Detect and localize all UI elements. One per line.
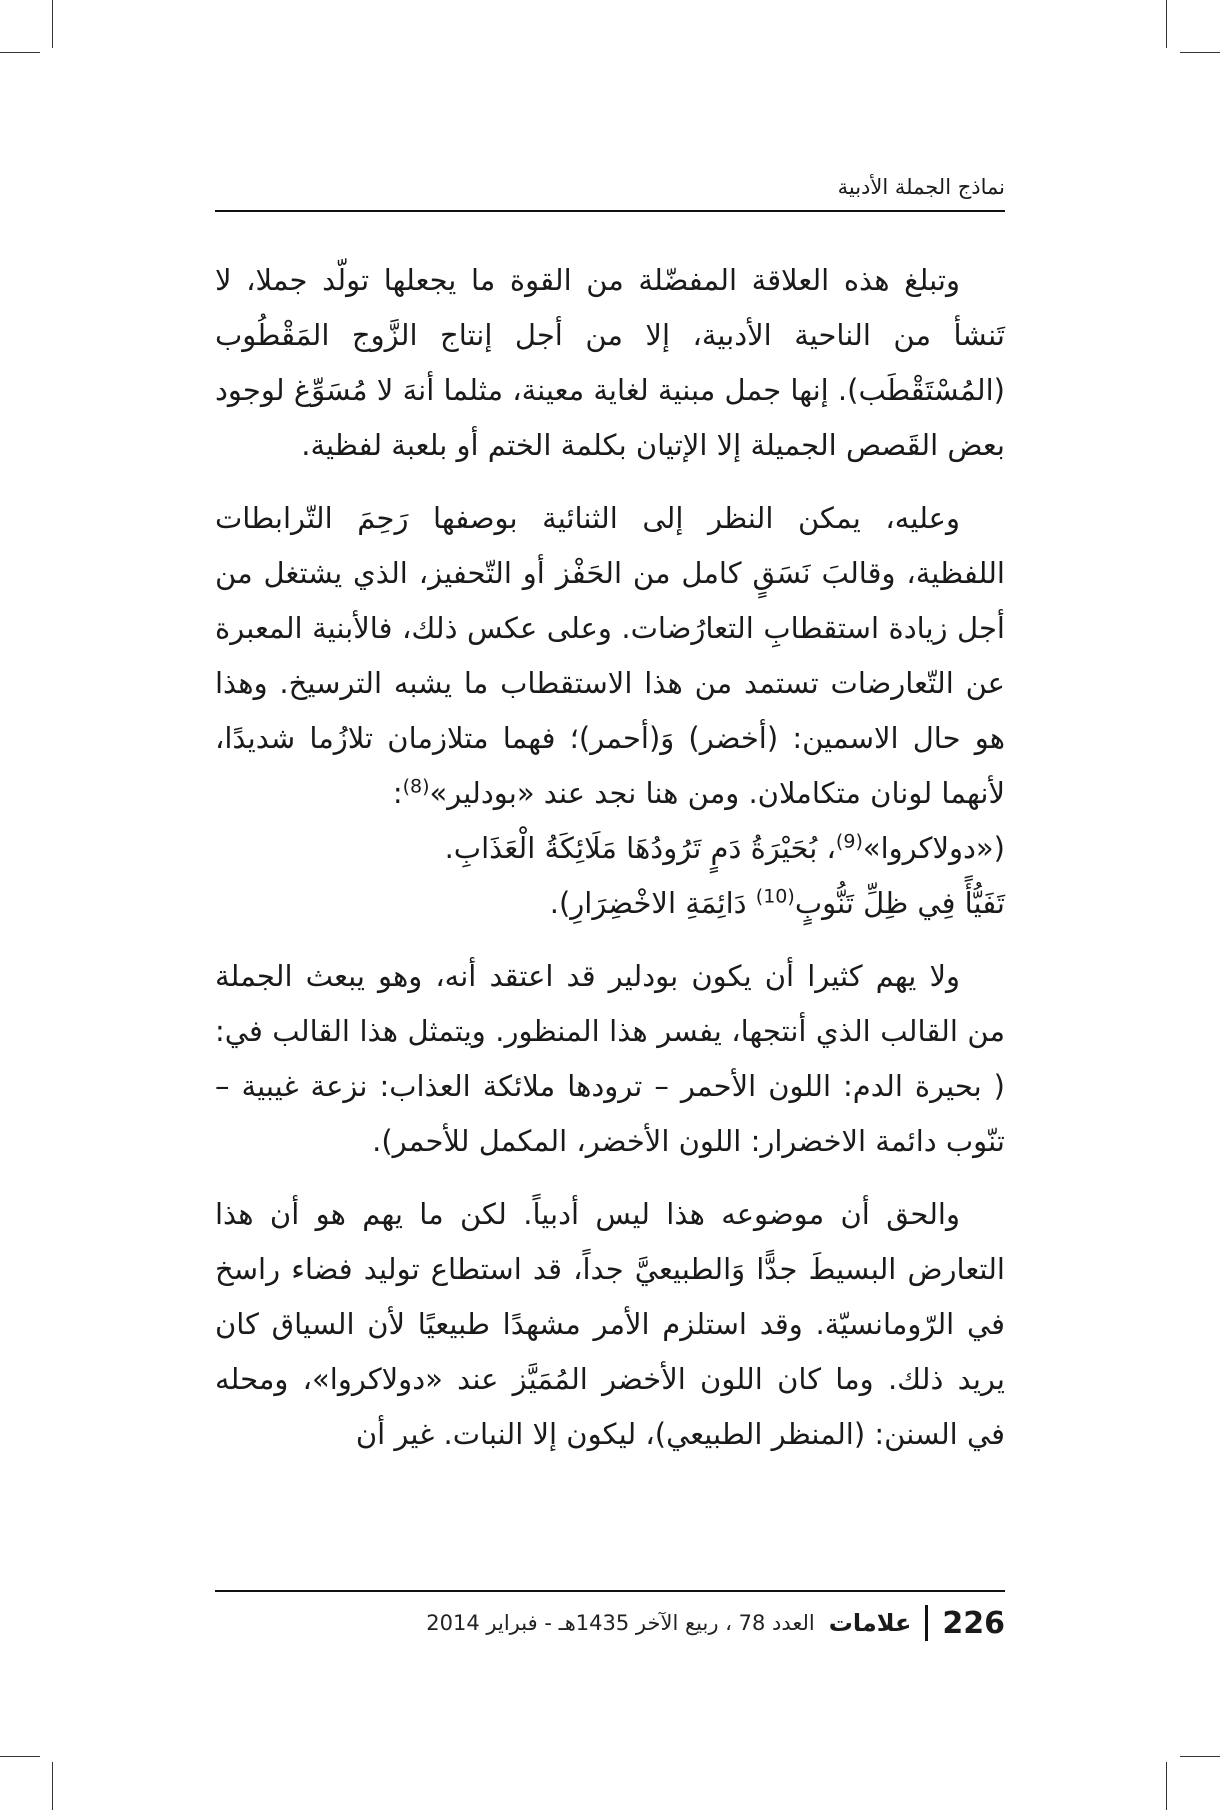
quote-line-2: [215, 876, 1005, 931]
footnote-ref-8[interactable]: (8): [402, 775, 430, 798]
crop-mark-top-left: [52, 0, 53, 48]
footnote-ref-10[interactable]: (10): [755, 885, 795, 908]
running-title: نماذج الجملة الأدبية: [837, 175, 1005, 199]
paragraph-3: ولا يهم كثيرا أن يكون بودلير قد اعتقد أنه، وهو يبعث الجملة من القالب الذي أنتجها، يفسر هذا المنظور. ويتمثل هذا القالب في: ( بحيرة الدم: اللون الأحمر – ترودها ملائكة العذاب: نزعة غيبية – تنّوب دائمة الاخضرار: اللون الأخضر، المكمل للأحمر).: [215, 959, 1005, 1158]
paragraph-1: وتبلغ هذه العلاقة المفضّلة من القوة ما يجعلها تولّد جملا، لا تَنشأ من الناحية الأدبية، إلا من أجل إنتاج الزَّوج المَقْطُوب (المُسْتَقْطَب). إنها جمل مبنية لغاية معينة، مثلما أنهَ لا مُسَوِّغ لوجود بعض القَصص الجميلة إلا الإتيان بكلمة الختم أو بلعبة لفظية.: [215, 263, 1005, 462]
crop-mark-bottom-right: [1166, 1762, 1167, 1810]
quote-line-1-start: («دولاكروا»: [862, 831, 1005, 865]
quote-line-1-end: ، بُحَيْرَةُ دَمٍ تَرُودُهَا مَلَائِكَةُ الْعَذَابِ.: [444, 831, 836, 865]
quote-line-2-start: تَفَيُّأً فِي ظِلِّ تَنُّوبٍ: [794, 886, 1005, 920]
quote-line-2-end: دَائِمَةِ الاخْضِرَارِ).: [549, 886, 756, 920]
issue-info: العدد 78 ، ربيع الآخر 1435هـ - فبراير 2014: [426, 1611, 815, 1635]
header-rule: [215, 210, 1005, 212]
crop-mark-top-right: [1166, 0, 1167, 48]
paragraph-2-text: وعليه، يمكن النظر إلى الثنائية بوصفها رَحِمَ التّرابطات اللفظية، وقالبَ نَسَقٍ كامل من الحَفْز أو التّحفيز، الذي يشتغل من أجل زيادة استقطابِ التعارُضات. وعلى عكس ذلك، فالأبنية المعبرة عن التّعارضات تستمد من هذا الاستقطاب ما يشبه الترسيخ. وهذا هو حال الاسمين: (أخضر) وَ(أحمر)؛ فهما متلازمان تلازُما شديدًا، لأنهما لونان متكاملان. ومن هنا نجد عند «بودلير»: [215, 501, 1005, 810]
footer-divider: [925, 1605, 928, 1641]
crop-mark-bottom-left-h: [0, 1756, 40, 1757]
paragraph-2: وعليه، يمكن النظر إلى الثنائية بوصفها رَحِمَ التّرابطات اللفظية، وقالبَ نَسَقٍ كامل من الحَفْز أو التّحفيز، الذي يشتغل من أجل زيادة استقطابِ التعارُضات. وعلى عكس ذلك، فالأبنية المعبرة عن التّعارضات تستمد من هذا الاستقطاب ما يشبه الترسيخ. وهذا هو حال الاسمين: (أخضر) وَ(أحمر)؛ فهما متلازمان تلازُما شديدًا، لأنهما لونان متكاملان. ومن هنا نجد عند «بودلير»$^{(8)}$:: [215, 501, 1005, 810]
quote-line-1: [215, 821, 1005, 876]
crop-mark-top-right-h: [1180, 52, 1220, 53]
crop-mark-bottom-right-h: [1180, 1756, 1220, 1757]
page-number: 226: [942, 1605, 1005, 1641]
footer-rule: [215, 1590, 1005, 1592]
crop-mark-bottom-left: [52, 1762, 53, 1810]
footer: [215, 1605, 1005, 1641]
body-text: [215, 253, 1005, 1480]
paragraph-4: والحق أن موضوعه هذا ليس أدبياً. لكن ما يهم هو أن هذا التعارض البسيطَ جدًّا وَالطبيعيَّ جداً، قد استطاع توليد فضاء راسخ في الرّومانسيّة. وقد استلزم الأمر مشهدًا طبيعيًا لأن السياق كان يريد ذلك. وما كان اللون الأخضر المُمَيَّز عند «دولاكروا»، ومحله في السنن: (المنظر الطبيعي)، ليكون إلا النبات. غير أن: [215, 1197, 1005, 1451]
journal-logo: علامات: [828, 1609, 912, 1637]
crop-mark-top-left-h: [0, 52, 40, 53]
footnote-ref-9[interactable]: (9): [835, 830, 863, 853]
